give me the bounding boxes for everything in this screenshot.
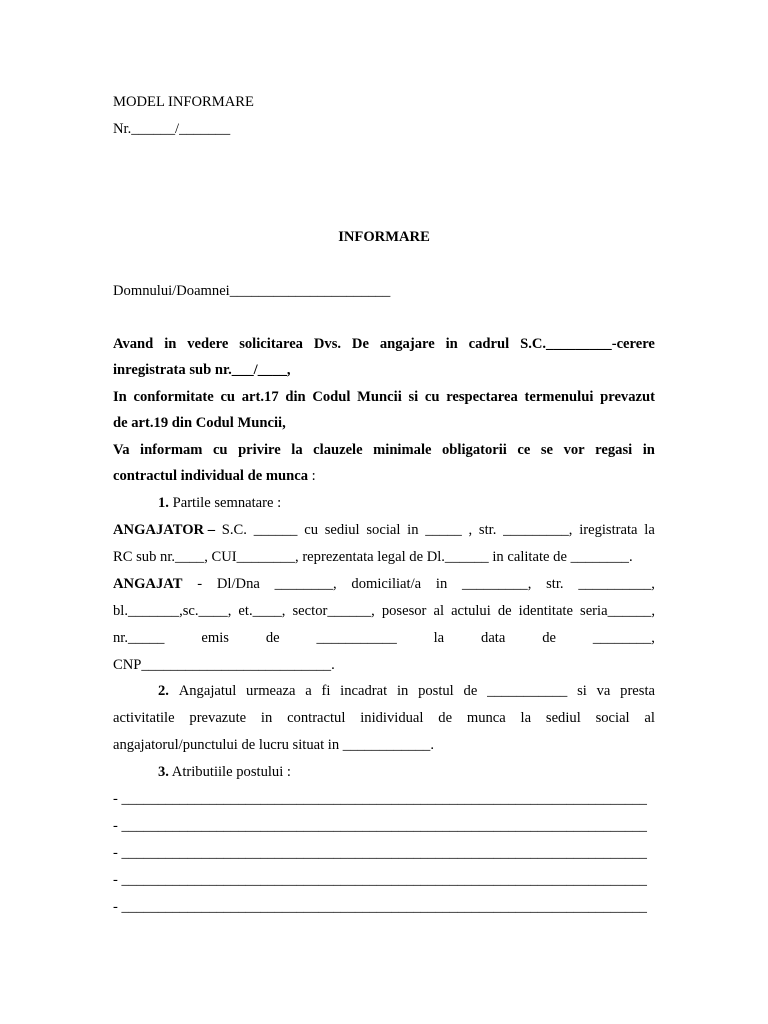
word: posesor xyxy=(381,603,427,619)
section-heading-text: Atributiile postului : xyxy=(168,764,291,780)
word: activitatile xyxy=(113,710,175,726)
word: S.C._________-cerere xyxy=(520,336,655,352)
word: angajare xyxy=(379,336,435,352)
word: Codul xyxy=(312,389,351,405)
duty-line: - ________________________________________________________________________ xyxy=(113,872,647,888)
word: va xyxy=(596,683,611,699)
word: Dvs. xyxy=(313,336,342,352)
word: la xyxy=(520,710,532,726)
word: - xyxy=(197,576,203,592)
word: De xyxy=(351,336,369,352)
word: sediul xyxy=(545,710,581,726)
word: fi xyxy=(321,683,331,699)
word: conformitate xyxy=(133,389,214,405)
word: ___________ xyxy=(316,630,397,646)
section-number: 3. xyxy=(158,764,169,780)
word: domiciliat/a xyxy=(351,576,422,592)
employer-line-2: RC sub nr.____, CUI________, reprezentata legal de Dl.______ in calitate de ________. xyxy=(113,549,633,565)
addressee-line: Domnului/Doamnei______________________ xyxy=(113,283,391,299)
colon-text: : xyxy=(308,468,316,484)
word: Muncii xyxy=(357,389,402,405)
word: cu xyxy=(212,442,228,458)
word: , xyxy=(468,522,473,538)
document-title: INFORMARE xyxy=(338,229,430,245)
word: obligatorii xyxy=(442,442,507,458)
word: de xyxy=(463,683,478,699)
word: munca xyxy=(466,710,506,726)
word: in xyxy=(164,336,177,352)
contract-phrase: contractul individual de munca xyxy=(113,468,309,484)
word: Angajatul xyxy=(178,683,237,699)
intro-line-6 xyxy=(113,467,655,485)
word: termenului xyxy=(524,389,594,405)
word: al xyxy=(433,603,445,619)
word: incadrat xyxy=(340,683,388,699)
word: prevazut xyxy=(600,389,655,405)
section-2-line-1 xyxy=(158,682,655,700)
word: de xyxy=(497,603,512,619)
employer-line-1 xyxy=(113,521,655,539)
word: actului xyxy=(451,603,491,619)
duty-line: - ________________________________________________________________________ xyxy=(113,791,647,807)
intro-line-2: inregistrata sub nr.___/____, xyxy=(113,362,291,378)
word: inidividual xyxy=(360,710,424,726)
employee-line-4: CNP__________________________. xyxy=(113,657,335,673)
word: ________, xyxy=(592,630,655,646)
word: si xyxy=(408,389,419,405)
word: in xyxy=(407,522,419,538)
word: Avand xyxy=(113,336,154,352)
word: in xyxy=(260,710,273,726)
word: la xyxy=(644,522,655,538)
intro-line-5 xyxy=(113,441,655,459)
word: in xyxy=(642,442,655,458)
word: prevazute xyxy=(189,710,247,726)
word: de xyxy=(265,630,280,646)
intro-line-4: de art.19 din Codul Muncii, xyxy=(113,415,286,431)
word: privire xyxy=(238,442,281,458)
word: la xyxy=(433,630,445,646)
word: str. xyxy=(478,522,497,538)
word: cu xyxy=(220,389,236,405)
word: in xyxy=(445,336,458,352)
employee-line-3 xyxy=(113,629,655,647)
word: ________, xyxy=(274,576,337,592)
word: solicitarea xyxy=(239,336,303,352)
word: art.17 xyxy=(241,389,279,405)
word: Dl/Dna xyxy=(216,576,260,592)
word: de xyxy=(438,710,453,726)
word: _________, xyxy=(462,576,532,592)
word: social xyxy=(595,710,630,726)
word: str. xyxy=(546,576,564,592)
word: minimale xyxy=(373,442,432,458)
word: emis xyxy=(201,630,229,646)
word: ___________ xyxy=(487,683,568,699)
word: informam xyxy=(140,442,203,458)
word: bl._______,sc.____, xyxy=(113,603,232,619)
employee-line-1 xyxy=(113,575,655,593)
word: In xyxy=(113,389,127,405)
reference-number-line: Nr.______/_______ xyxy=(113,121,231,137)
duty-line: - ________________________________________________________________________ xyxy=(113,899,647,915)
intro-line-3 xyxy=(113,388,655,406)
word: _____ xyxy=(425,522,462,538)
word: nr._____ xyxy=(113,630,165,646)
word: social xyxy=(366,522,401,538)
section-number: 2. xyxy=(158,683,169,699)
employee-label: ANGAJAT xyxy=(113,576,183,592)
section-3-heading xyxy=(158,763,655,781)
word: si xyxy=(577,683,587,699)
word: se xyxy=(540,442,554,458)
duty-line: - ________________________________________________________________________ xyxy=(113,845,647,861)
duty-line: - ________________________________________________________________________ xyxy=(113,818,647,834)
word: regasi xyxy=(595,442,633,458)
word: urmeaza xyxy=(246,683,296,699)
word: ce xyxy=(517,442,531,458)
model-label: MODEL INFORMARE xyxy=(113,94,254,110)
word: in xyxy=(435,576,448,592)
word: contractul xyxy=(287,710,346,726)
section-2-line-3: angajatorul/punctului de lucru situat in ____________. xyxy=(113,737,435,753)
word: ______ xyxy=(253,522,298,538)
word: de xyxy=(542,630,556,646)
word: al xyxy=(644,710,655,726)
word: __________, xyxy=(578,576,655,592)
word: S.C. xyxy=(221,522,247,538)
word: identitate xyxy=(518,603,573,619)
word: Va xyxy=(113,442,130,458)
word: cadrul xyxy=(468,336,510,352)
section-1-heading xyxy=(158,494,655,512)
employer-label: ANGAJATOR – xyxy=(113,522,216,538)
word: vor xyxy=(563,442,585,458)
word: presta xyxy=(620,683,655,699)
word: _________, xyxy=(503,522,573,538)
word: respectarea xyxy=(446,389,518,405)
word: et.____, xyxy=(238,603,286,619)
word: a xyxy=(305,683,312,699)
word: postul xyxy=(418,683,454,699)
section-heading-text: Partile semnatare : xyxy=(168,495,282,511)
word: cu xyxy=(304,522,318,538)
intro-line-1 xyxy=(113,335,655,353)
word: vedere xyxy=(187,336,229,352)
word: data xyxy=(481,630,506,646)
section-2-line-2 xyxy=(113,709,655,727)
word: la xyxy=(291,442,303,458)
word: clauzele xyxy=(313,442,363,458)
word: seria______, xyxy=(580,603,655,619)
word: sector______, xyxy=(292,603,375,619)
word: din xyxy=(285,389,306,405)
word: cu xyxy=(424,389,440,405)
word: sediul xyxy=(324,522,360,538)
word: iregistrata xyxy=(579,522,638,538)
employee-line-2 xyxy=(113,602,655,620)
word: in xyxy=(396,683,409,699)
section-number: 1. xyxy=(158,495,169,511)
